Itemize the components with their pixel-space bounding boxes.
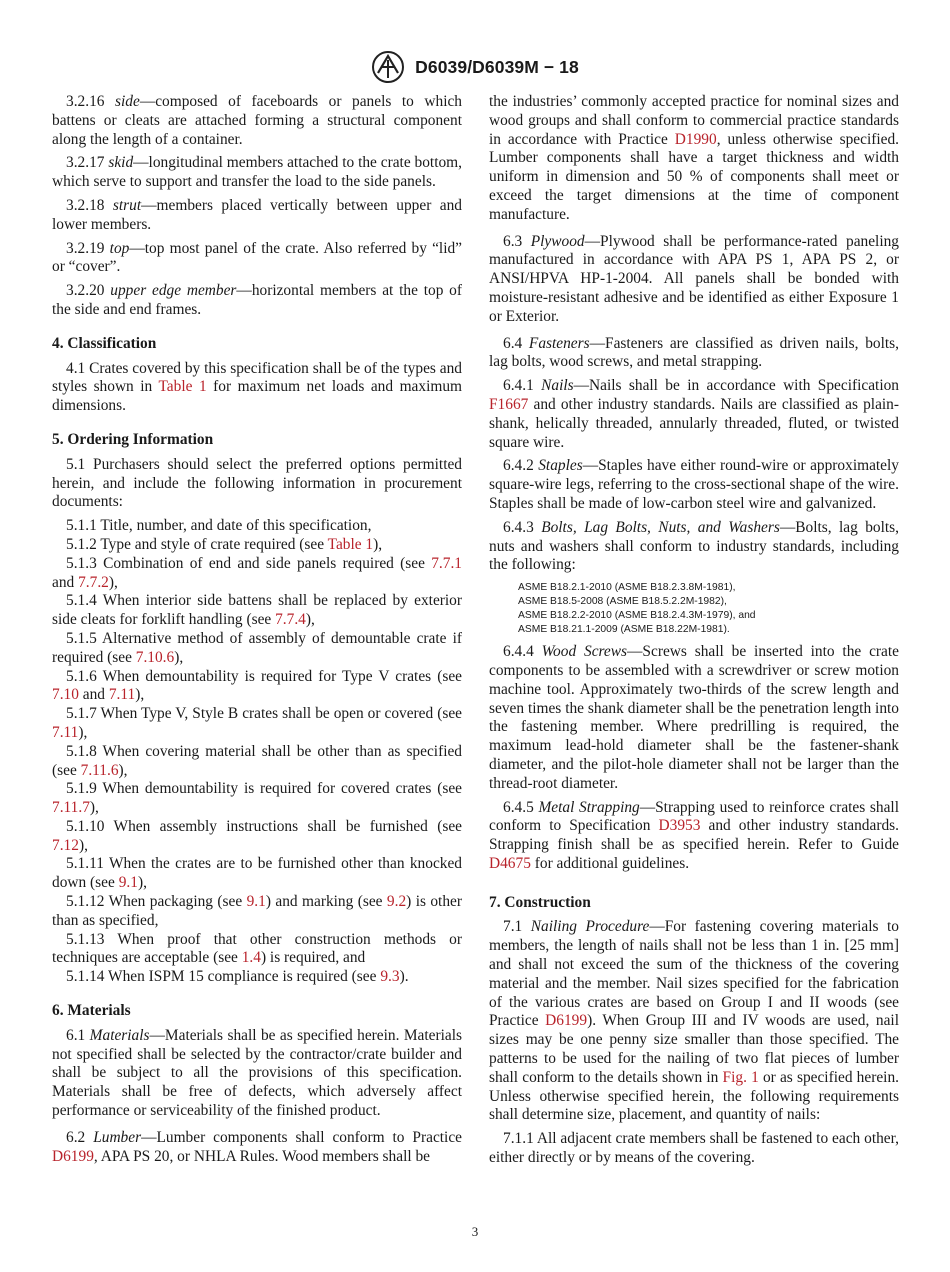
link-d1990[interactable]: D1990 — [674, 130, 717, 148]
link-f1667[interactable]: F1667 — [489, 395, 529, 413]
para-5-1-14: 5.1.14 When ISPM 15 compliance is required (see 9.3). — [66, 968, 409, 986]
section-heading-7: 7. Construction — [489, 893, 591, 911]
para-6-2: 6.2 Lumber—Lumber components shall conform to Practice D6199, APA PS 20, or NHLA Rules. Wood members shall be — [52, 1128, 462, 1165]
reference-item: ASME B18.2.1-2010 (ASME B18.2.3.8M-1981), — [518, 582, 736, 594]
para-6-4-4: 6.4.4 Wood Screws—Screws shall be inserted into the crate components to be assembled with a screwdriver or screw motion machine tool. Approximately two-thirds of the screw length and seven times the shank diameter shall be the penetration length into the fastening member. Where predrilling is required, the maximum lead-hold diameter shall be the fastener-shank diameter, and the pilot-hole diameter shall not be larger than the thread-root diameter. — [489, 643, 899, 792]
para-5-1-11: 5.1.11 When the crates are to be furnished other than knocked down (see 9.1), — [52, 855, 462, 892]
link-7-7-2[interactable]: 7.7.2 — [78, 573, 109, 591]
page-header — [0, 50, 950, 84]
para-5-1: 5.1 Purchasers should select the preferred options permitted herein, and include the following information in procurement documents: — [52, 455, 462, 511]
para-5-1-9: 5.1.9 When demountability is required for covered crates (see 7.11.7), — [52, 780, 462, 817]
link-7-11[interactable]: 7.11 — [52, 723, 79, 741]
link-table-1[interactable]: Table 1 — [327, 535, 374, 553]
document-code: D6039/D6039M − 18 — [415, 56, 579, 77]
page-number: 3 — [471, 1224, 479, 1239]
para-6-4-1: 6.4.1 Nails—Nails shall be in accordance with Specification F1667 and other industry standards. Nails are classified as plain-shank, helically threaded, annularly threaded, fluted, or twisted square wire. — [489, 377, 899, 451]
link-fig-1[interactable]: Fig. 1 — [722, 1068, 759, 1086]
para-3-2-17: 3.2.17 skid—longitudinal members attached to the crate bottom, which serve to support and transfer the load to the side panels. — [52, 154, 462, 191]
reference-item: ASME B18.21.1-2009 (ASME B18.22M-1981). — [518, 624, 730, 636]
para-3-2-18: 3.2.18 strut—members placed vertically between upper and lower members. — [52, 196, 462, 233]
para-5-1-4: 5.1.4 When interior side battens shall be replaced by exterior side cleats for forklift handling (see 7.7.4), — [52, 592, 462, 629]
link-table-1[interactable]: Table 1 — [158, 378, 207, 396]
para-7-1-1: 7.1.1 All adjacent crate members shall be fastened to each other, either directly or by means of the covering. — [489, 1130, 899, 1167]
link-d6199[interactable]: D6199 — [545, 1012, 588, 1030]
para-5-1-3: 5.1.3 Combination of end and side panels required (see 7.7.1 and 7.7.2), — [52, 554, 462, 591]
link-7-11-6[interactable]: 7.11.6 — [80, 761, 119, 779]
link-9-1[interactable]: 9.1 — [118, 874, 138, 892]
link-9-3[interactable]: 9.3 — [380, 968, 400, 986]
para-5-1-2: 5.1.2 Type and style of crate required (see Table 1), — [66, 535, 383, 553]
asme-reference-list — [518, 581, 899, 637]
para-5-1-13: 5.1.13 When proof that other construction methods or techniques are acceptable (see 1.4) is required, and — [52, 930, 462, 967]
para-3-2-16: 3.2.16 side—composed of faceboards or panels to which battens or cleats are attached forming a structural component along the length of a container. — [52, 93, 462, 148]
reference-item: ASME B18.5-2008 (ASME B18.5.2.2M-1982), — [518, 596, 727, 608]
para-3-2-19: 3.2.19 top—top most panel of the crate. Also referred by “lid” or “cover”. — [52, 239, 462, 276]
right-column — [489, 93, 899, 1173]
para-5-1-6: 5.1.6 When demountability is required for Type V crates (see 7.10 and 7.11), — [52, 667, 462, 704]
para-5-1-7: 5.1.7 When Type V, Style B crates shall be open or covered (see 7.11), — [52, 705, 462, 741]
link-9-2[interactable]: 9.2 — [386, 893, 407, 911]
astm-logo-icon — [371, 50, 405, 84]
link-9-1[interactable]: 9.1 — [246, 893, 266, 911]
para-5-1-10: 5.1.10 When assembly instructions shall be furnished (see 7.12), — [52, 817, 462, 854]
para-4-1: 4.1 Crates covered by this specification shall be of the types and styles shown in Table 1 for maximum net loads and maximum dimensions. — [52, 359, 462, 415]
left-column — [52, 93, 462, 1171]
para-6-2-continued: the industries’ commonly accepted practice for nominal sizes and wood groups and shall conform to commercial practice standards in accordance with Practice D1990, unless otherwise specified. Lumber components shall have a target thickness and width uniform in dimension and 50 % of components shall meet or exceed the target dimensions at the time of component manufacture. — [489, 93, 900, 223]
section-heading-4: 4. Classification — [52, 334, 157, 352]
para-6-4-2: 6.4.2 Staples—Staples have either round-wire or approximately square-wire legs, referring to the cross-sectional shape of the wire. Staples shall be made of low-carbon steel wire and galvanized. — [489, 457, 899, 512]
link-d4675[interactable]: D4675 — [489, 854, 531, 872]
link-7-12[interactable]: 7.12 — [52, 836, 79, 854]
link-7-7-4[interactable]: 7.7.4 — [275, 611, 306, 629]
para-7-1: 7.1 Nailing Procedure—For fastening covering materials to members, the length of nails shall not be less than 1 in. [25 mm] and shall not exceed the sum of the thickness of the covering material and the member. Nail sizes specified for the fabrication of the various crates are based on Group I and II woods (see Practice D6199). When Group III and IV woods are used, nail sizes may be one penny size smaller than those specified. The patterns to be used for the nailing of two flat pieces of lumber shall conform to the details shown in Fig. 1 or as specified herein. Unless otherwise specified herein, the following requirements shall determine size, placement, and quantity of nails: — [489, 918, 899, 1124]
para-6-4-5: 6.4.5 Metal Strapping—Strapping used to reinforce crates shall conform to Specification D3953 and other industry standards. Strapping finish shall be as specified herein. Refer to Guide D4675 for additional guidelines. — [489, 798, 899, 872]
para-3-2-20: 3.2.20 upper edge member—horizontal members at the top of the side and end frames. — [52, 282, 463, 318]
para-5-1-8: 5.1.8 When covering material shall be other than as specified (see 7.11.6), — [52, 742, 462, 779]
section-heading-6: 6. Materials — [52, 1002, 131, 1020]
link-7-7-1[interactable]: 7.7.1 — [431, 554, 462, 572]
link-7-11[interactable]: 7.11 — [108, 686, 136, 704]
reference-item: ASME B18.2.2-2010 (ASME B18.2.4.3M-1979), and — [518, 610, 756, 622]
section-heading-5: 5. Ordering Information — [52, 430, 214, 448]
link-1-4[interactable]: 1.4 — [241, 949, 261, 967]
para-6-3: 6.3 Plywood—Plywood shall be performance-rated paneling manufactured in accordance with APA PS 1, APA PS 2, or ANSI/HPVA HP-1-2004. All panels shall be bonded with moisture-resistant adhesive and be identified as either Exposure 1 or Exterior. — [489, 232, 899, 325]
link-d3953[interactable]: D3953 — [658, 817, 701, 835]
link-d6199[interactable]: D6199 — [52, 1147, 94, 1165]
para-5-1-1: 5.1.1 Title, number, and date of this specification, — [66, 517, 372, 535]
para-5-1-5: 5.1.5 Alternative method of assembly of demountable crate if required (see 7.10.6), — [52, 629, 462, 666]
para-6-4: 6.4 Fasteners—Fasteners are classified as driven nails, bolts, lag bolts, wood screws, and metal strapping. — [489, 334, 899, 371]
para-6-1: 6.1 Materials—Materials shall be as specified herein. Materials not specified shall be selected by the contractor/crate builder and shall be subject to all the provisions of this specification. Materials shall be free of defects, which adversely affect performance or serviceability of the finished product. — [52, 1026, 462, 1120]
link-7-11-7[interactable]: 7.11.7 — [52, 799, 90, 817]
link-7-10[interactable]: 7.10 — [52, 686, 79, 704]
para-6-4-3: 6.4.3 Bolts, Lag Bolts, Nuts, and Washers—Bolts, lag bolts, nuts and washers shall conform to industry standards, including the following: — [489, 518, 899, 574]
link-7-10-6[interactable]: 7.10.6 — [135, 648, 175, 666]
para-5-1-12: 5.1.12 When packaging (see 9.1) and marking (see 9.2) is other than as specified, — [52, 893, 462, 929]
